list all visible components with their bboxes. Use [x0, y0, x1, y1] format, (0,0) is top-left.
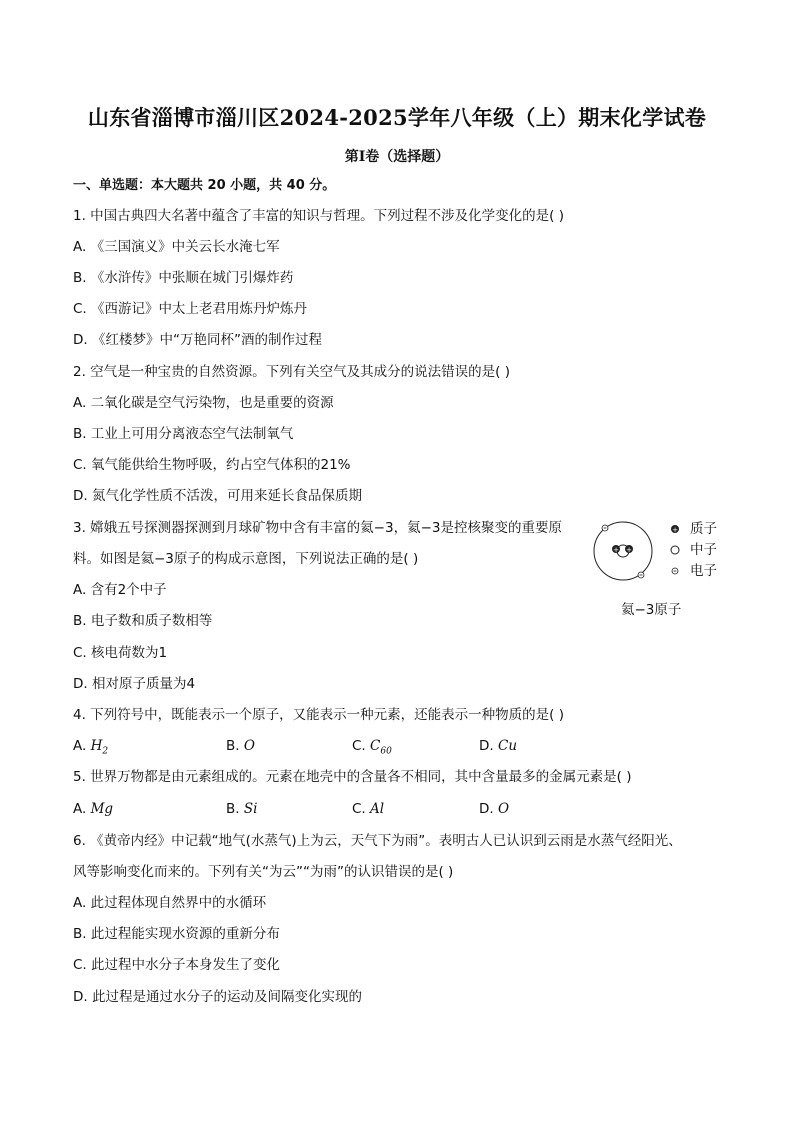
- section-heading: 一、单选题：本大题共 20 小题，共 40 分。: [73, 178, 336, 193]
- question-3-option-b: B. 电子数和质子数相等: [73, 613, 213, 629]
- question-4-option-d: D. Cu: [479, 738, 518, 754]
- question-4-option-a: A. $H_2$: [73, 738, 109, 757]
- question-4-option-b: B. O: [226, 738, 255, 754]
- question-3-stem-line-2: 料。如图是氦−3原子的构成示意图，下列说法正确的是( ): [73, 551, 419, 567]
- exam-title: 山东省淄博市淄川区2024-2025学年八年级（上）期末化学试卷: [87, 105, 707, 130]
- svg-text:+: +: [613, 546, 619, 554]
- neutron-legend-icon: [671, 546, 679, 554]
- question-2-option-a: A. 二氧化碳是空气污染物，也是重要的资源: [73, 395, 334, 411]
- question-3-option-a: A. 含有2个中子: [73, 582, 167, 598]
- question-6-stem-line-1: 6. 《黄帝内经》中记载“地气(水蒸气)上为云，天气下为雨”。表明古人已认识到云雨是水蒸气经阳光、: [73, 833, 682, 849]
- legend-electron: 电子: [690, 563, 717, 579]
- svg-text:+: +: [626, 546, 632, 554]
- electron-orbit: [594, 522, 652, 580]
- question-1-option-c: C. 《西游记》中太上老君用炼丹炉炼丹: [73, 301, 308, 317]
- question-6-option-b: B. 此过程能实现水资源的重新分布: [73, 926, 280, 942]
- question-1-option-a: A. 《三国演义》中关云长水淹七军: [73, 239, 280, 255]
- question-2-option-c: C. 氧气能供给生物呼吸，约占空气体积的21%: [73, 457, 351, 473]
- question-1-option-d: D. 《红楼梦》中“万艳同杯”酒的制作过程: [73, 332, 322, 348]
- question-6-option-a: A. 此过程体现自然界中的水循环: [73, 895, 267, 911]
- question-1-option-b: B. 《水浒传》中张顺在城门引爆炸药: [73, 270, 294, 286]
- question-1-stem: 1. 中国古典四大名著中蕴含了丰富的知识与哲理。下列过程不涉及化学变化的是( ): [73, 208, 564, 224]
- question-4-stem: 4. 下列符号中，既能表示一个原子，又能表示一种元素，还能表示一种物质的是( ): [73, 707, 564, 723]
- svg-text:+: +: [672, 526, 678, 534]
- question-2-option-b: B. 工业上可用分离液态空气法制氧气: [73, 426, 294, 442]
- question-5-option-a: A. Mg: [73, 801, 114, 817]
- question-4-option-c: C. $C_{60}$: [352, 738, 392, 757]
- question-6-option-d: D. 此过程是通过水分子的运动及间隔变化实现的: [73, 989, 362, 1005]
- question-2-option-d: D. 氮气化学性质不活泼，可用来延长食品保质期: [73, 488, 362, 504]
- legend-neutron: 中子: [690, 542, 717, 558]
- question-3-option-c: C. 核电荷数为1: [73, 645, 168, 661]
- figure-caption: 氦−3原子: [621, 602, 682, 618]
- question-3-option-d: D. 相对原子质量为4: [73, 676, 196, 692]
- exam-subtitle: 第I卷（选择题）: [344, 149, 450, 165]
- question-6-stem-line-2: 风等影响变化而来的。下列有关“为云”“为雨”的认识错误的是( ): [73, 864, 454, 880]
- question-3-stem-line-1: 3. 嫦娥五号探测器探测到月球矿物中含有丰富的氦−3，氦−3是控核聚变的重要原: [73, 520, 562, 536]
- question-6-option-c: C. 此过程中水分子本身发生了变化: [73, 957, 281, 973]
- question-5-option-d: D. O: [479, 801, 510, 817]
- question-2-stem: 2. 空气是一种宝贵的自然资源。下列有关空气及其成分的说法错误的是( ): [73, 364, 510, 380]
- question-5-option-b: B. Si: [226, 801, 258, 817]
- question-5-option-c: C. Al: [352, 801, 385, 817]
- question-5-stem: 5. 世界万物都是由元素组成的。元素在地壳中的含量各不相同，其中含量最多的金属元素是( ): [73, 769, 632, 785]
- legend-proton: 质子: [690, 521, 717, 537]
